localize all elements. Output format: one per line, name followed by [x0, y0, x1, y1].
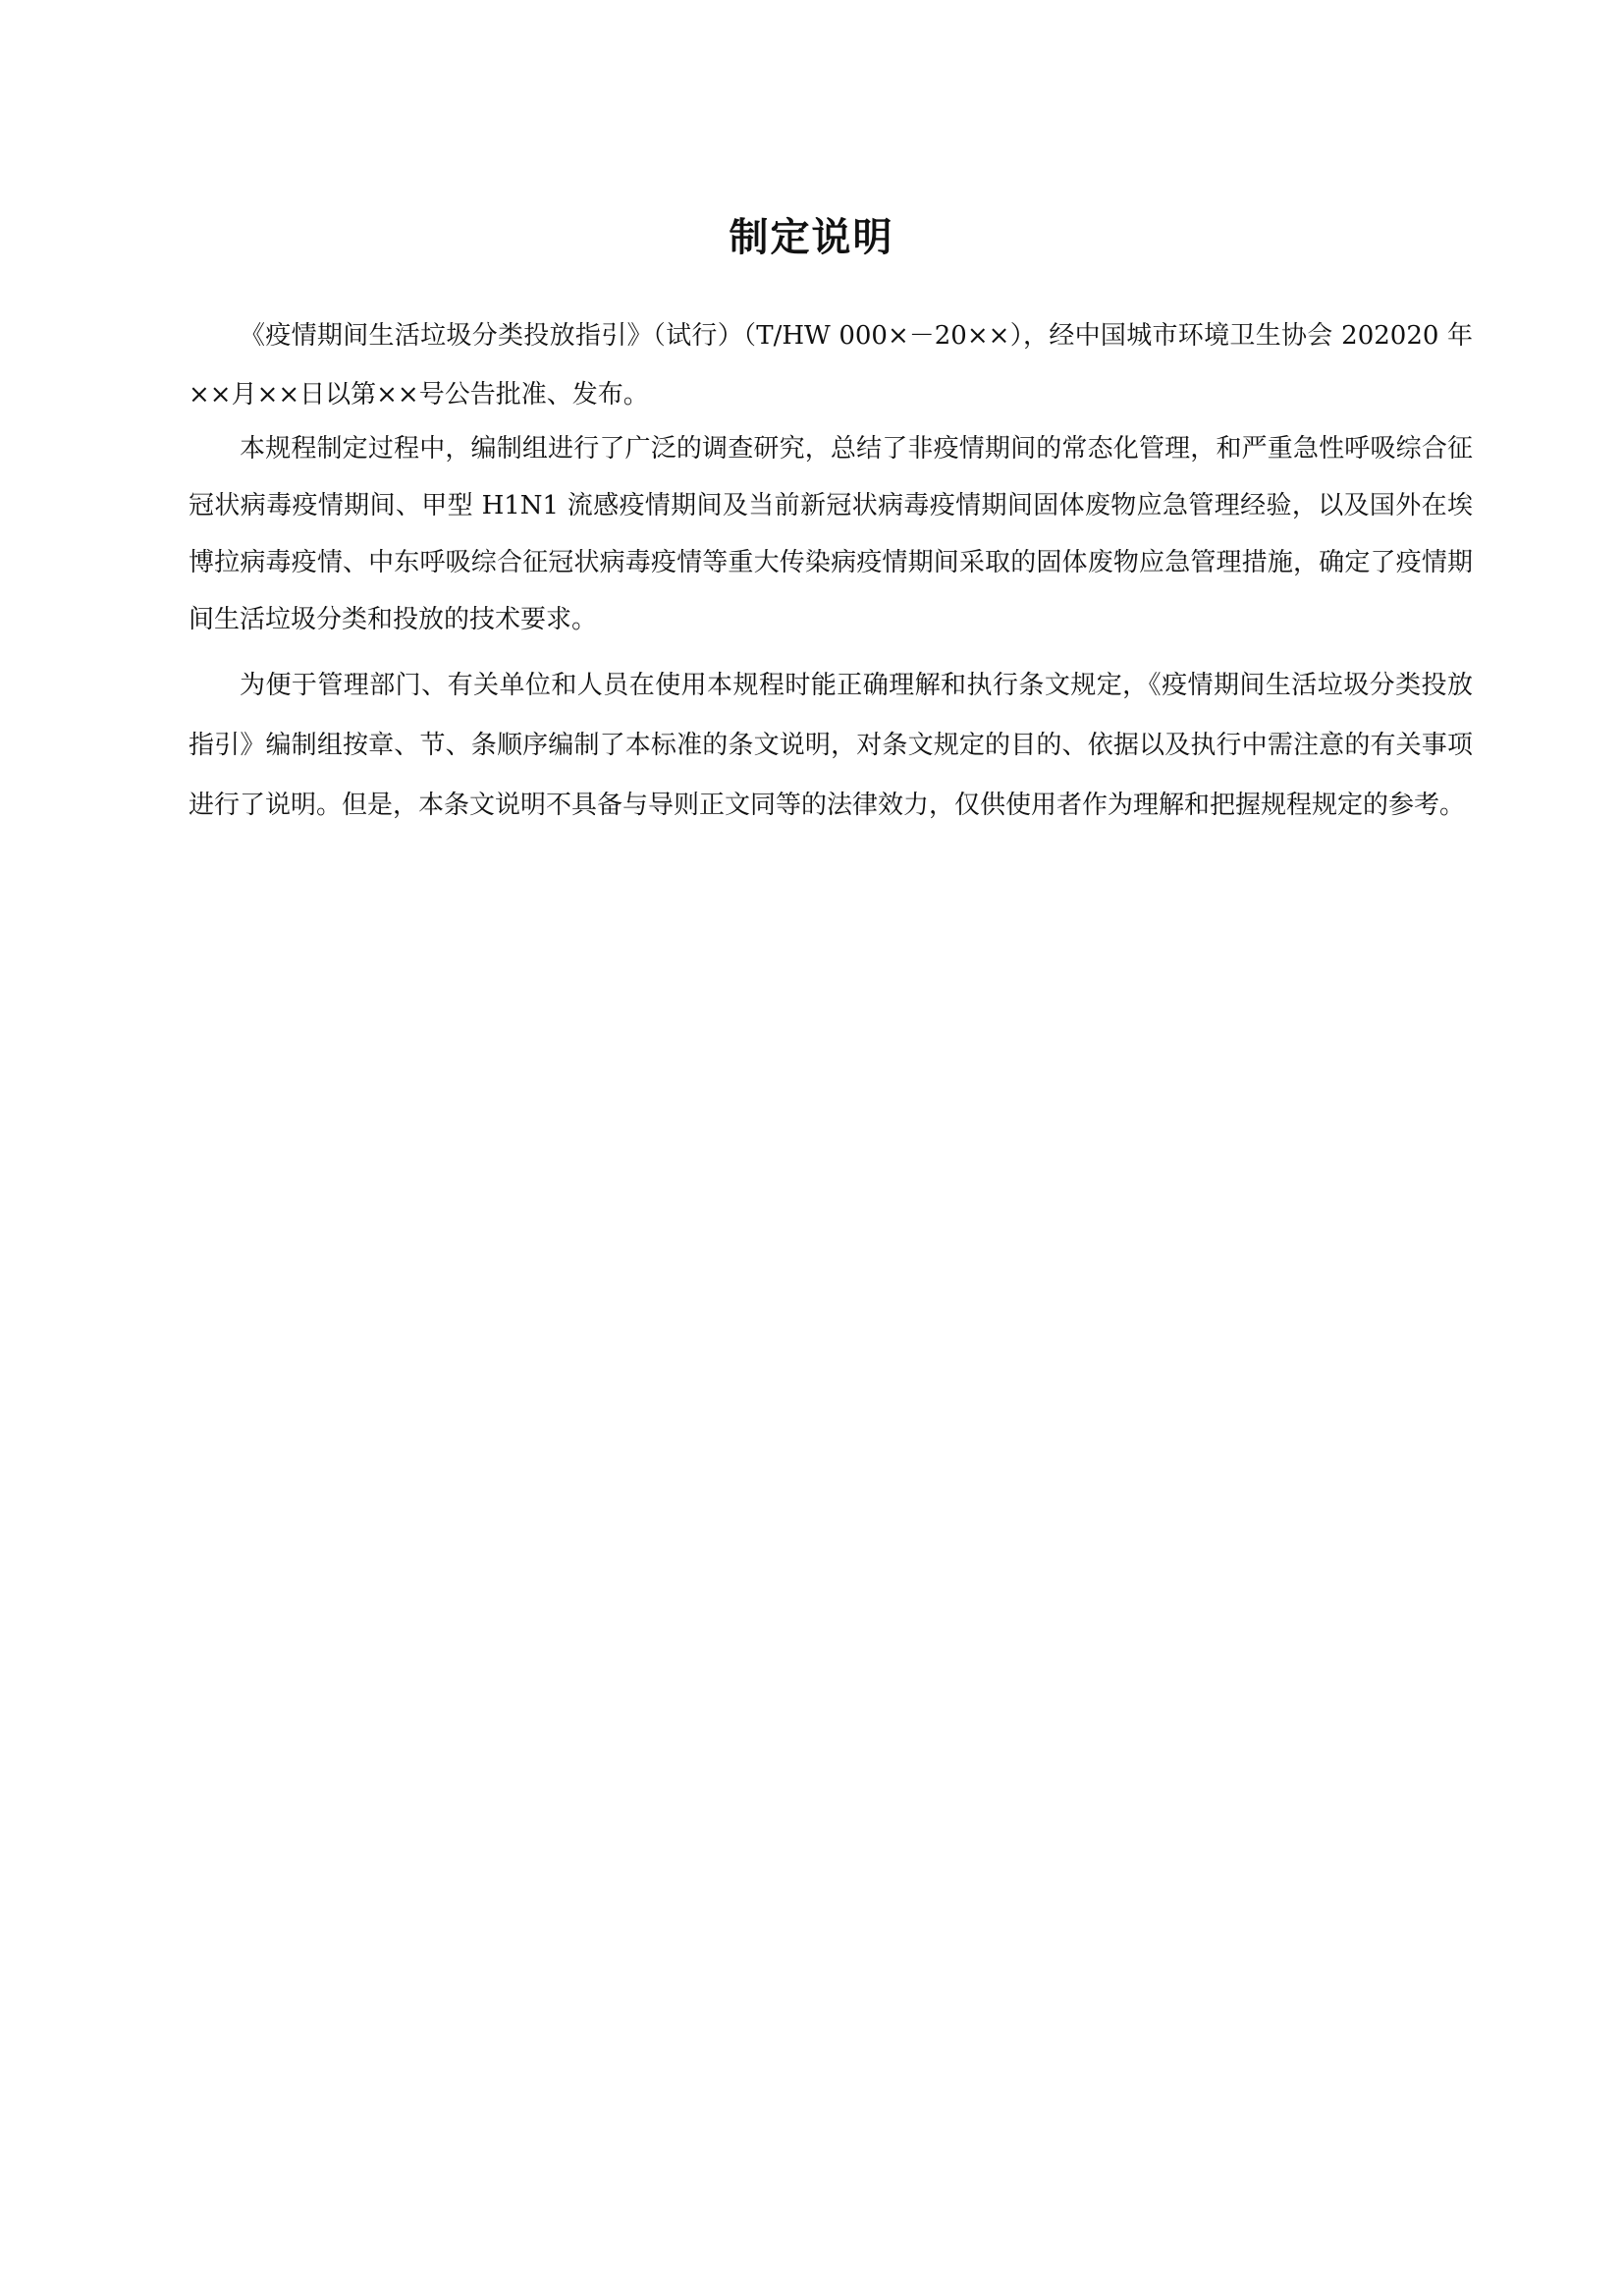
paragraph-explanation: 为便于管理部门、有关单位和人员在使用本规程时能正确理解和执行条文规定，《疫情期间生活垃圾分类投放指引》编制组按章、节、条顺序编制了本标准的条文说明，对条文规定的目的、依据以及执行中需注意的有关事项进行了说明。但是，本条文说明不具备与导则正文同等的法律效力，仅供使用者作为理解和把握规程规定的参考。	[189, 671, 1473, 820]
paragraph-research: 本规程制定过程中，编制组进行了广泛的调查研究，总结了非疫情期间的常态化管理，和严重急性呼吸综合征冠状病毒疫情期间、甲型 H1N1 流感疫情期间及当前新冠状病毒疫情期间固体废物应急管理经验，以及国外在埃博拉病毒疫情、中东呼吸综合征冠状病毒疫情等重大传染病疫情期间采取的固体废物应急管理措施，确定了疫情期间生活垃圾分类和投放的技术要求。	[189, 434, 1473, 634]
paragraph-approval: 《疫情期间生活垃圾分类投放指引》（试行）（T/HW 000×－20××），经中国城市环境卫生协会 202020 年××月××日以第××号公告批准、发布。	[189, 321, 1473, 410]
page-title: 制定说明	[729, 215, 894, 260]
